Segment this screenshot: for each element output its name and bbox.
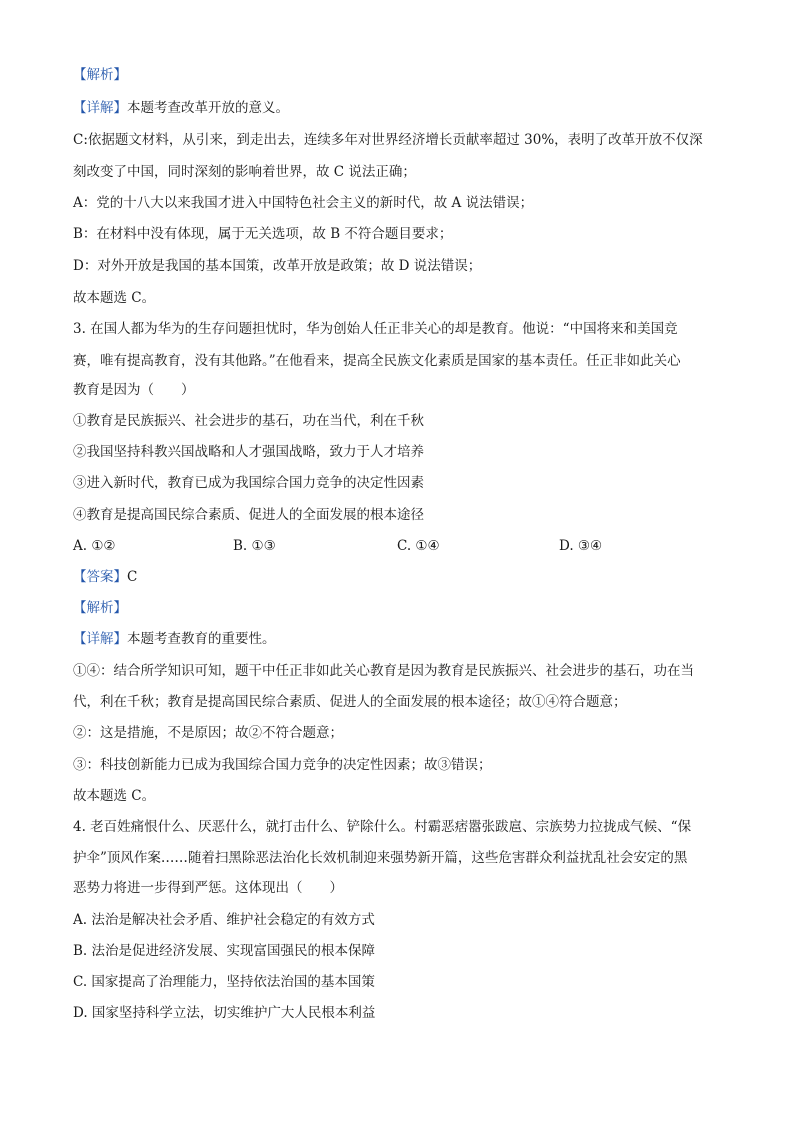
q3-explanation-14-line2: 代，利在千秋；教育是提高国民综合素质、促进人的全面发展的根本途径；故①④符合题意； [73, 694, 627, 710]
explanation-b: B：在材料中没有体现，属于无关选项，故 B 不符合题目要求； [73, 226, 453, 242]
q3-explanation-2: ②：这是措施，不是原因；故②不符合题意； [73, 725, 343, 741]
q4-stem-line3: 恶势力将进一步得到严惩。这体现出（ ） [73, 880, 343, 896]
explanation-d: D：对外开放是我国的基本国策，改革开放是政策；故 D 说法错误； [73, 258, 482, 274]
answer-value: C [127, 569, 138, 585]
q3-option-c: C. ①④ [397, 538, 440, 554]
q3-detail-text: 本题考查教育的重要性。 [127, 631, 276, 647]
explanation-c-line1: C:依据题文材料，从引来，到走出去，连续多年对世界经济增长贡献率超过 30%，表明了改革开放不仅深 [73, 132, 703, 148]
detail-line [73, 99, 723, 117]
q3-conclusion: 故本题选 C。 [73, 788, 156, 804]
q3-answer-line [73, 568, 723, 586]
q3-detail-line [73, 630, 723, 648]
analysis-tag: 【解析】 [73, 67, 127, 83]
q4-option-b: B. 法治是促进经济发展、实现富国强民的根本保障 [73, 943, 376, 959]
q3-detail-tag: 【详解】 [73, 631, 127, 647]
q4-option-c: C. 国家提高了治理能力，坚持依法治国的基本国策 [73, 974, 375, 990]
q3-stem-line1: 3. 在国人都为华为的生存问题担忧时，华为创始人任正非关心的却是教育。他说：“中国将来和美国竞 [73, 321, 678, 337]
q3-statement-2: ②我国坚持科教兴国战略和人才强国战略，致力于人才培养 [73, 444, 424, 460]
explanation-a: A：党的十八大以来我国才进入中国特色社会主义的新时代，故 A 说法错误； [73, 195, 534, 211]
q4-stem-line2: 护伞”顶风作案……随着扫黑除恶法治化长效机制迎来强势新开篇，这些危害群众利益扰乱社会安定的黑 [73, 850, 688, 866]
q3-statement-1: ①教育是民族振兴、社会进步的基石，功在当代，利在千秋 [73, 413, 424, 429]
explanation-c-line2: 刻改变了中国，同时深刻的影响着世界，故 C 说法正确； [73, 164, 416, 180]
q3-statement-4: ④教育是提高国民综合素质、促进人的全面发展的根本途径 [73, 507, 424, 523]
detail-text: 本题考查改革开放的意义。 [127, 100, 289, 116]
q3-options-row [73, 537, 723, 555]
q3-statement-3: ③进入新时代，教育已成为我国综合国力竞争的决定性因素 [73, 475, 424, 491]
answer-tag: 【答案】 [73, 569, 127, 585]
conclusion: 故本题选 C。 [73, 290, 156, 306]
q4-option-d: D. 国家坚持科学立法，切实维护广大人民根本利益 [73, 1005, 376, 1021]
q4-option-a: A. 法治是解决社会矛盾、维护社会稳定的有效方式 [73, 912, 375, 928]
q4-stem-line1: 4. 老百姓痛恨什么、厌恶什么，就打击什么、铲除什么。村霸恶痞嚣张跋扈、宗族势力拉拢成气候、“保 [73, 819, 692, 835]
q3-option-a: A. ①② [73, 538, 116, 554]
q3-analysis-tag: 【解析】 [73, 600, 127, 616]
q3-explanation-3: ③：科技创新能力已成为我国综合国力竞争的决定性因素；故③错误； [73, 757, 492, 773]
q3-stem-line2: 赛，唯有提高教育，没有其他路。”在他看来，提高全民族文化素质是国家的基本责任。任正非如此关心 [73, 353, 681, 369]
q3-option-d: D. ③④ [559, 538, 603, 554]
q3-option-b: B. ①③ [233, 538, 276, 554]
detail-tag: 【详解】 [73, 100, 127, 116]
q3-stem-line3: 教育是因为（ ） [73, 382, 195, 398]
q3-explanation-14-line1: ①④：结合所学知识可知，题干中任正非如此关心教育是因为教育是民族振兴、社会进步的基石，功在当 [73, 663, 694, 679]
